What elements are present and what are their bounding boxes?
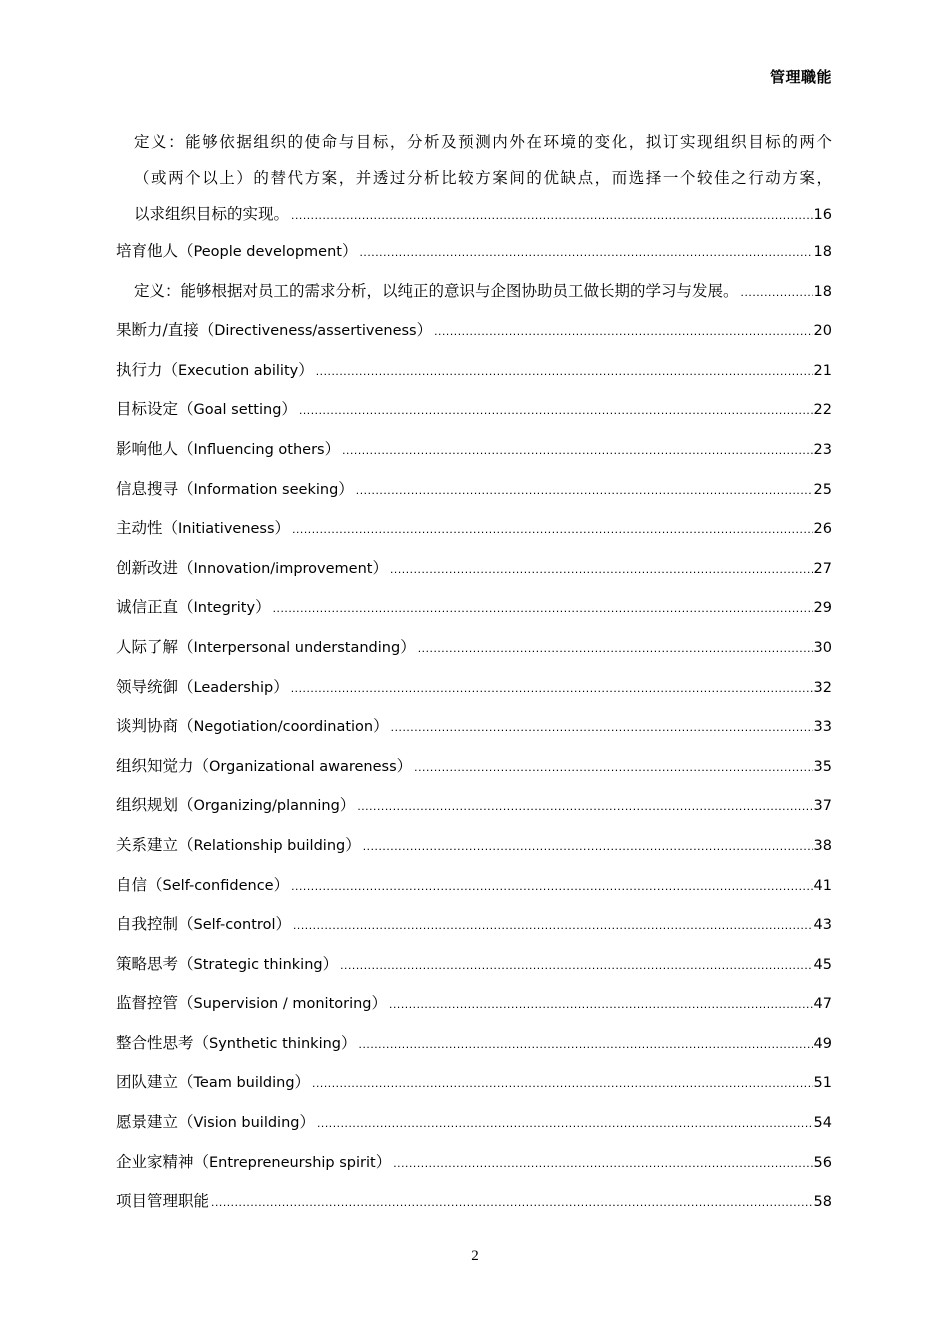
toc-entry-page: 26 <box>813 521 832 538</box>
toc-entry[interactable] <box>116 628 832 668</box>
toc-entry-title-cn: 监督控管（ <box>116 994 194 1013</box>
toc-entry-page: 49 <box>813 1035 832 1052</box>
toc-leader-dots <box>363 827 813 867</box>
toc-entry-page: 43 <box>813 917 832 934</box>
toc-entry-title <box>116 905 291 946</box>
toc-entry[interactable] <box>116 549 832 589</box>
toc-entry-title-cn: 定义：能够根据对员工的需求分析，以纯正的意识与企图协助员工做长期的学习与发展。 <box>134 281 739 300</box>
toc-leader-dots <box>359 1025 813 1065</box>
toc-entry-title <box>116 470 354 511</box>
toc-entry[interactable] <box>116 588 832 628</box>
toc-entry-title-cn: 执行力（ <box>116 360 179 379</box>
toc-entry-page: 47 <box>813 996 832 1013</box>
toc-entry[interactable] <box>116 945 832 985</box>
toc-entry-title-cn: 谈判协商（ <box>116 717 194 736</box>
toc-leader-dots <box>273 589 813 629</box>
toc-entry-title-en: Relationship building <box>193 837 346 854</box>
toc-entry-title <box>116 747 412 788</box>
toc-entry-title-close: ） <box>255 598 271 617</box>
toc-entry-title-cn: 策略思考（ <box>116 954 194 973</box>
toc-entry[interactable] <box>116 311 832 351</box>
toc-entry-title <box>116 1143 391 1184</box>
toc-entry-title-cn: 信息搜寻（ <box>116 479 194 498</box>
toc-leader-dots <box>390 550 813 590</box>
toc-entry-title-cn: 关系建立（ <box>116 835 194 854</box>
toc-entry-page: 35 <box>813 758 832 775</box>
toc-entry-title <box>116 232 357 273</box>
toc-entry[interactable] <box>116 1024 832 1064</box>
toc-entry-title <box>116 390 297 431</box>
toc-entry-title-en: Influencing others <box>193 441 325 458</box>
toc-entry-title-en: Team building <box>193 1075 295 1092</box>
toc-entry-title-close: ） <box>324 439 341 458</box>
toc-entry[interactable] <box>116 1103 832 1143</box>
toc-leader-dots <box>292 510 812 550</box>
toc-entry-title-close: ） <box>273 677 289 696</box>
toc-leader-dots <box>291 669 813 709</box>
toc-entry-title-cn: 主动性（ <box>116 519 179 538</box>
toc-entry-title-close: ） <box>416 321 433 340</box>
toc-entry-page: 45 <box>813 956 832 973</box>
toc-entry-title-close: ） <box>373 717 389 736</box>
toc-entry-title-close: ） <box>400 637 416 656</box>
toc-entry-title-en: Vision building <box>193 1115 300 1132</box>
toc-entry-title <box>116 351 314 392</box>
toc-entry-title-close: ） <box>341 1033 357 1052</box>
toc-entry-page: 27 <box>813 560 832 577</box>
toc-leader-dots <box>299 391 813 431</box>
toc-entry-title <box>116 430 340 471</box>
toc-entry-title-close: ） <box>341 242 358 260</box>
toc-entry-page: 16 <box>813 207 832 223</box>
toc-entry[interactable] <box>116 390 832 430</box>
toc-leader-dots <box>342 431 812 471</box>
toc-definition-line-2: （或两个以上）的替代方案，并透过分析比较方案间的优缺点，而选择一个较佳之行动方案， <box>134 169 832 187</box>
toc-entry-title-en: Organizing/planning <box>193 798 340 815</box>
toc-entry[interactable] <box>116 668 832 708</box>
toc-entry-title-close: ） <box>281 400 297 419</box>
toc-leader-dots <box>312 1064 813 1104</box>
toc-entry-title-close: ） <box>298 360 314 379</box>
toc-entry-page: 38 <box>813 837 832 854</box>
toc-entry[interactable] <box>116 351 832 391</box>
toc-leader-dots <box>211 1183 813 1223</box>
toc-entry-title-close: ） <box>396 756 413 775</box>
toc-leader-dots <box>291 867 812 907</box>
page-number: 2 <box>471 1248 479 1264</box>
toc-entry[interactable] <box>116 470 832 510</box>
toc-entry-title-en: Interpersonal understanding <box>193 639 401 656</box>
toc-leader-dots <box>389 985 813 1025</box>
toc-entry-title: 以求组织目标的实现。 <box>134 205 290 223</box>
toc-entry-page: 21 <box>813 362 832 379</box>
toc-entry-title-en: Execution ability <box>178 362 299 379</box>
toc-entry-title-en: Supervision / monitoring <box>193 996 372 1013</box>
toc-entry-list <box>116 232 832 1222</box>
toc-leader-dots <box>316 352 813 392</box>
toc-leader-dots <box>434 312 812 352</box>
toc-entry-title-en: Innovation/improvement <box>193 560 373 577</box>
toc-entry-title-cn: 影响他人（ <box>116 439 194 458</box>
toc-leader-dots <box>418 629 813 669</box>
toc-entry-title <box>134 272 739 312</box>
toc-entry-title <box>116 826 361 867</box>
toc-entry-title-close: ） <box>273 875 290 894</box>
toc-entry[interactable] <box>116 786 832 826</box>
toc-entry-page: 51 <box>813 1075 832 1092</box>
toc-entry-page: 33 <box>813 719 832 736</box>
toc-entry-title <box>116 1063 310 1104</box>
toc-entry-page: 56 <box>813 1154 832 1171</box>
toc-entry-title-en: Initiativeness <box>178 521 275 538</box>
toc-entry[interactable] <box>116 826 832 866</box>
toc-entry[interactable] <box>116 232 832 272</box>
toc-entry-title-cn: 自信（ <box>116 875 163 894</box>
toc-entry-title-cn: 企业家精神（ <box>116 1152 210 1171</box>
toc-entry-title-close: ） <box>275 915 291 934</box>
toc-entry[interactable] <box>116 905 832 945</box>
toc-entry-page: 32 <box>813 679 832 696</box>
toc-entry-title-en: People development <box>193 244 342 260</box>
toc-entry-title-close: ） <box>345 835 361 854</box>
toc-entry-title-en: Entrepreneurship spirit <box>209 1154 376 1171</box>
toc-entry-title-close: ） <box>274 519 291 538</box>
toc-entry-page: 18 <box>813 283 832 300</box>
toc-entry-title-close: ） <box>339 796 356 815</box>
toc-entry-title-cn: 项目管理职能 <box>116 1192 210 1211</box>
toc-entry[interactable] <box>116 430 832 470</box>
toc-entry[interactable] <box>116 747 832 787</box>
toc-entry-title-en: Self-control <box>193 917 276 934</box>
toc-entry-page: 22 <box>813 402 832 419</box>
toc-entry-title-en: Leadership <box>193 679 274 696</box>
toc-entry-title-cn: 领导统御（ <box>116 677 194 696</box>
toc-entry-page: 18 <box>813 244 832 260</box>
toc-entry-title-close: ） <box>372 558 388 577</box>
toc-entry-title-cn: 诚信正直（ <box>116 598 194 617</box>
toc-entry-title-en: Organizational awareness <box>209 758 397 775</box>
toc-entry-title <box>116 707 389 748</box>
toc-entry-title-close: ） <box>299 1113 315 1132</box>
toc-entry-title-en: Goal setting <box>193 402 282 419</box>
toc-entry-page: 37 <box>813 798 832 815</box>
toc-entry[interactable] <box>116 1063 832 1103</box>
toc-entry[interactable] <box>116 1182 832 1222</box>
toc-entry-title-en: Strategic thinking <box>193 956 323 973</box>
toc-entry-title <box>116 786 355 827</box>
toc-entry-title-en: Directiveness/assertiveness <box>214 323 417 340</box>
toc-entry-title-cn: 果断力/直接（ <box>116 321 215 340</box>
toc-entry-page: 20 <box>813 323 832 340</box>
toc-entry-title-cn: 组织规划（ <box>116 796 194 815</box>
toc-entry-page: 23 <box>813 441 832 458</box>
toc-entry-title-cn: 愿景建立（ <box>116 1113 194 1132</box>
toc-leader-dots <box>359 233 812 273</box>
toc-entry-title <box>116 1182 209 1222</box>
toc-entry-title-close: ） <box>294 1073 311 1092</box>
toc-entry-page: 25 <box>813 481 832 498</box>
toc-entry-page: 58 <box>813 1194 832 1211</box>
toc-entry-title <box>116 549 388 590</box>
toc-leader-dots <box>340 946 812 986</box>
toc-entry-title-close: ） <box>338 479 354 498</box>
toc-entry-title-cn: 团队建立（ <box>116 1073 194 1092</box>
toc-entry-title-close: ） <box>322 954 339 973</box>
toc-entry-page: 41 <box>813 877 832 894</box>
toc-entry-title-cn: 创新改进（ <box>116 558 194 577</box>
toc-entry[interactable] <box>116 509 832 549</box>
toc-leader-dots <box>414 748 812 788</box>
toc-entry-title-cn: 培育他人（ <box>116 242 194 260</box>
toc-entry-title <box>116 1024 357 1065</box>
toc-entry-page: 30 <box>813 639 832 656</box>
toc-entry-title <box>116 945 338 986</box>
toc-entry-title-en: Information seeking <box>193 481 339 498</box>
toc-leader-dots <box>293 906 813 946</box>
toc-entry-title-close: ） <box>371 994 388 1013</box>
toc-entry-title <box>116 984 387 1025</box>
toc-leader-dots <box>391 708 813 748</box>
toc-entry-title-en: Negotiation/coordination <box>193 719 374 736</box>
toc-entry-page: 54 <box>813 1115 832 1132</box>
toc-entry-title <box>116 509 290 550</box>
toc-entry[interactable] <box>116 272 832 312</box>
toc-entry-title-cn: 组织知觉力（ <box>116 756 210 775</box>
toc-entry-title <box>116 866 289 907</box>
toc-entry-title <box>116 588 271 629</box>
toc-entry-title-en: Integrity <box>193 600 256 617</box>
toc-leader-dots <box>356 471 813 511</box>
toc-entry-title <box>116 668 289 709</box>
toc-entry-title <box>116 628 416 669</box>
toc-entry-title-en: Self-confidence <box>162 877 274 894</box>
toc-definition-line-1: 定义：能够依据组织的使命与目标，分析及预测内外在环境的变化，拟订实现组织目标的两个 <box>134 133 832 151</box>
toc-entry-title-cn: 人际了解（ <box>116 637 194 656</box>
toc-entry-title-close: ） <box>375 1152 392 1171</box>
toc-entry-title <box>116 311 432 352</box>
toc-leader-dots <box>317 1104 813 1144</box>
toc-entry[interactable] <box>116 196 832 232</box>
toc-leader-dots <box>741 273 813 313</box>
toc-entry[interactable] <box>116 707 832 747</box>
toc-entry[interactable] <box>116 1143 832 1183</box>
toc-entry-title-cn: 整合性思考（ <box>116 1033 210 1052</box>
table-of-contents <box>116 124 832 1222</box>
toc-definition-block <box>116 124 832 196</box>
toc-entry-title-en: Synthetic thinking <box>209 1035 341 1052</box>
toc-entry-title <box>116 1103 315 1144</box>
toc-leader-dots <box>393 1144 812 1184</box>
toc-entry[interactable] <box>116 866 832 906</box>
toc-leader-dots <box>357 787 812 827</box>
toc-entry-page: 29 <box>813 600 832 617</box>
toc-entry[interactable] <box>116 984 832 1024</box>
toc-entry-title-cn: 自我控制（ <box>116 915 194 934</box>
toc-entry-title-cn: 目标设定（ <box>116 400 194 419</box>
toc-leader-dots <box>291 197 813 233</box>
page-header-title: 管理職能 <box>769 68 832 86</box>
